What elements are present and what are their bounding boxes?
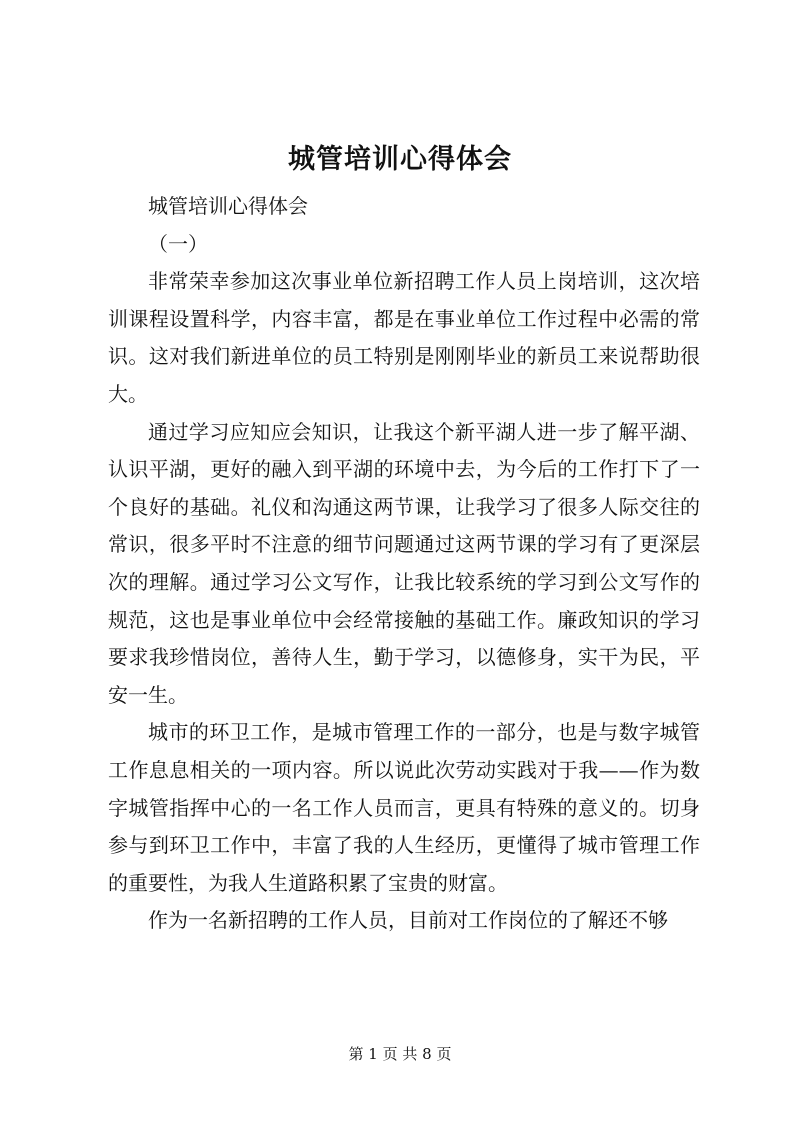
- paragraph-4: 作为一名新招聘的工作人员，目前对工作岗位的了解还不够: [148, 908, 668, 933]
- document-body: [108, 188, 700, 940]
- page-footer: 第 1 页 共 8 页: [348, 1045, 452, 1063]
- subtitle-line: 城管培训心得体会: [148, 194, 308, 218]
- paragraph-3: 城市的环卫工作，是城市管理工作的一部分，也是与数字城管工作息息相关的一项内容。所以说此次劳动实践对于我——作为数字城管指挥中心的一名工作人员而言，更具有特殊的意义的。切身参与到环卫工作中，丰富了我的人生经历，更懂得了城市管理工作的重要性，为我人生道路积累了宝贵的财富。: [108, 720, 700, 895]
- paragraph-1: 非常荣幸参加这次事业单位新招聘工作人员上岗培训，这次培训课程设置科学，内容丰富，都是在事业单位工作过程中必需的常识。这对我们新进单位的员工特别是刚刚毕业的新员工来说帮助很大。: [108, 269, 700, 406]
- document-title: 城管培训心得体会: [288, 144, 512, 175]
- paragraph-2: 通过学习应知应会知识，让我这个新平湖人进一步了解平湖、认识平湖，更好的融入到平湖的环境中去，为今后的工作打下了一个良好的基础。礼仪和沟通这两节课，让我学习了很多人际交往的常识，很多平时不注意的细节问题通过这两节课的学习有了更深层次的理解。通过学习公文写作，让我比较系统的学习到公文写作的规范，这也是事业单位中会经常接触的基础工作。廉政知识的学习要求我珍惜岗位，善待人生，勤于学习，以德修身，实干为民，平安一生。: [108, 419, 700, 707]
- section-marker: （一）: [148, 231, 208, 256]
